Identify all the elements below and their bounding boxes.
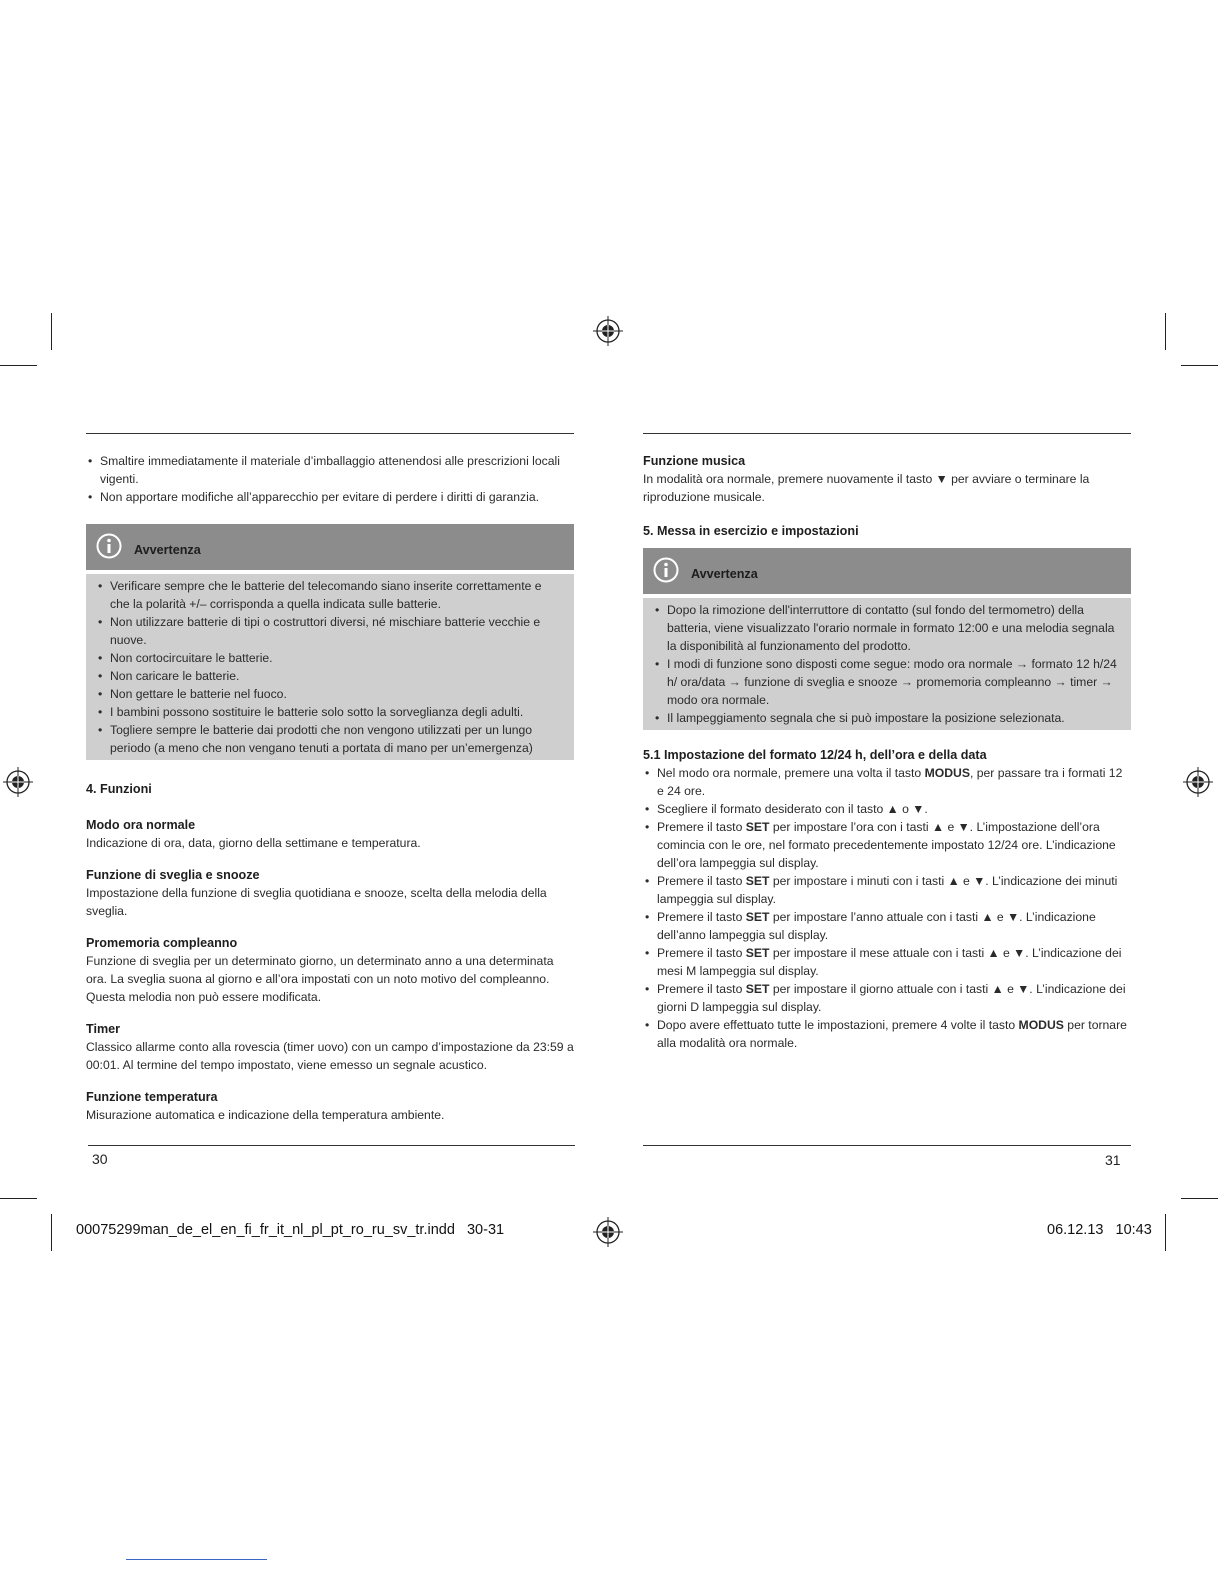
down-triangle-icon: ▼ [935,472,948,486]
footer-rule [88,1145,575,1146]
list-item: • Togliere sempre le batterie dai prodotti che non vengono utilizzati per un lungo periodo (a meno che non vengano tenuti a portata di mano per un’emergenza) [96,721,564,757]
section-heading: Funzione temperatura [86,1090,218,1104]
header-rule [86,433,574,434]
list-item: • Non gettare le batterie nel fuoco. [96,685,564,703]
settings-bullets [643,764,1131,1052]
slug-date: 06.12.13 10:43 [1047,1222,1152,1238]
list-item: • I modi di funzione sono disposti come segue: modo ora normale → formato 12 h/24 h/ ora/data → funzione di sveglia e snooze → promemoria compleanno → timer → modo ora normale. [653,655,1121,709]
registration-mark-icon [593,316,623,346]
page-number: 30 [92,1151,108,1167]
registration-mark-icon [3,767,33,797]
info-icon [653,557,679,583]
section-text: Funzione di sveglia per un determinato giorno, un determinato anno a una determinata ora. La sveglia suona al giorno e all’ora impostati con un noto motivo del compleanno. Questa melodia non può essere modificata. [86,954,554,1004]
page-number: 31 [1105,1152,1121,1168]
crop-mark [1181,1198,1218,1199]
list-item: • Premere il tasto SET per impostare il mese attuale con i tasti ▲ e ▼. L’indicazione dei mesi M lampeggia sul display. [643,944,1131,980]
warning-box [643,548,1131,730]
list-item: • Non apportare modifiche all’apparecchio per evitare di perdere i diritti di garanzia. [86,488,574,506]
section-text: Classico allarme conto alla rovescia (timer uovo) con un campo d’impostazione da 23:59 a 00:01. Al termine del tempo impostato, viene emesso un segnale acustico. [86,1040,574,1072]
list-item: • Premere il tasto SET per impostare l’ora con i tasti ▲ e ▼. L’impostazione dell’ora comincia con le ore, nel formato precedentemente impostato 12/24 ore. L’indicazione dell’ora lampeggia sul display. [643,818,1131,872]
section-text: Indicazione di ora, data, giorno della settimane e temperatura. [86,836,421,850]
list-item: • Non utilizzare batterie di tipi o costruttori diversi, né mischiare batterie vecchie e nuove. [96,613,564,649]
warning-title: Avvertenza [691,567,758,581]
list-item: • Non caricare le batterie. [96,667,564,685]
warning-header [86,524,574,570]
left-page [86,452,574,1124]
header-rule [643,433,1131,434]
crop-mark [0,365,37,366]
info-icon [96,533,122,559]
list-item: • Premere il tasto SET per impostare i minuti con i tasti ▲ e ▼. L’indicazione dei minuti lampeggia sul display. [643,872,1131,908]
crop-mark [1181,365,1218,366]
crop-mark [51,1214,52,1251]
section-text: Impostazione della funzione di sveglia quotidiana e snooze, scelta della melodia della sveglia. [86,886,547,918]
list-item: • Scegliere il formato desiderato con il tasto ▲ o ▼. [643,800,1131,818]
crop-mark [0,1198,37,1199]
list-item: • Premere il tasto SET per impostare l’anno attuale con i tasti ▲ e ▼. L’indicazione dell’anno lampeggia sul display. [643,908,1131,944]
warning-body [643,598,1131,730]
warning-box [86,524,574,760]
right-page [643,452,1131,1052]
registration-mark-icon [593,1217,623,1247]
subsection-title: 5.1 Impostazione del formato 12/24 h, dell’ora e della data [643,748,987,762]
section-heading: Timer [86,1022,121,1036]
music-text: In modalità ora normale, premere nuovamente il tasto ▼ per avviare o terminare la riproduzione musicale. [643,472,1090,504]
list-item: • Premere il tasto SET per impostare il giorno attuale con i tasti ▲ e ▼. L’indicazione dei giorni D lampeggia sul display. [643,980,1131,1016]
list-item: • Verificare sempre che le batterie del telecomando siano inserite correttamente e che la polarità +/– corrisponda a quella indicata sulle batterie. [96,577,564,613]
slug-filename: 00075299man_de_el_en_fi_fr_it_nl_pl_pt_ro_ru_sv_tr.indd 30-31 [76,1222,505,1238]
list-item: • I bambini possono sostituire le batterie solo sotto la sorveglianza degli adulti. [96,703,564,721]
section-text: Misurazione automatica e indicazione della temperatura ambiente. [86,1108,445,1122]
warning-body [86,574,574,760]
section-title: 5. Messa in esercizio e impostazioni [643,524,859,538]
list-item: • Dopo avere effettuato tutte le impostazioni, premere 4 volte il tasto MODUS per tornare alla modalità ora normale. [643,1016,1131,1052]
section-heading: Modo ora normale [86,818,196,832]
footer-rule [643,1145,1131,1146]
list-item: • Il lampeggiamento segnala che si può impostare la posizione selezionata. [653,709,1121,727]
crop-mark [51,313,52,350]
section-title: 4. Funzioni [86,782,152,796]
music-heading: Funzione musica [643,454,746,468]
list-item: • Nel modo ora normale, premere una volta il tasto MODUS, per passare tra i formati 12 e 24 ore. [643,764,1131,800]
warning-header [643,548,1131,594]
list-item: • Smaltire immediatamente il materiale d’imballaggio attenendosi alle prescrizioni locali vigenti. [86,452,574,488]
link-underline [126,1559,267,1560]
warning-title: Avvertenza [134,543,201,557]
section-heading: Promemoria compleanno [86,936,238,950]
crop-mark [1165,1214,1166,1251]
section-heading: Funzione di sveglia e snooze [86,868,260,882]
intro-bullets [86,452,574,506]
registration-mark-icon [1183,767,1213,797]
list-item: • Non cortocircuitare le batterie. [96,649,564,667]
crop-mark [1165,313,1166,350]
list-item: • Dopo la rimozione dell'interruttore di contatto (sul fondo del termometro) della batteria, viene visualizzato l'orario normale in formato 12:00 e una melodia segnala la disponibilità al funzionamento del prodotto. [653,601,1121,655]
